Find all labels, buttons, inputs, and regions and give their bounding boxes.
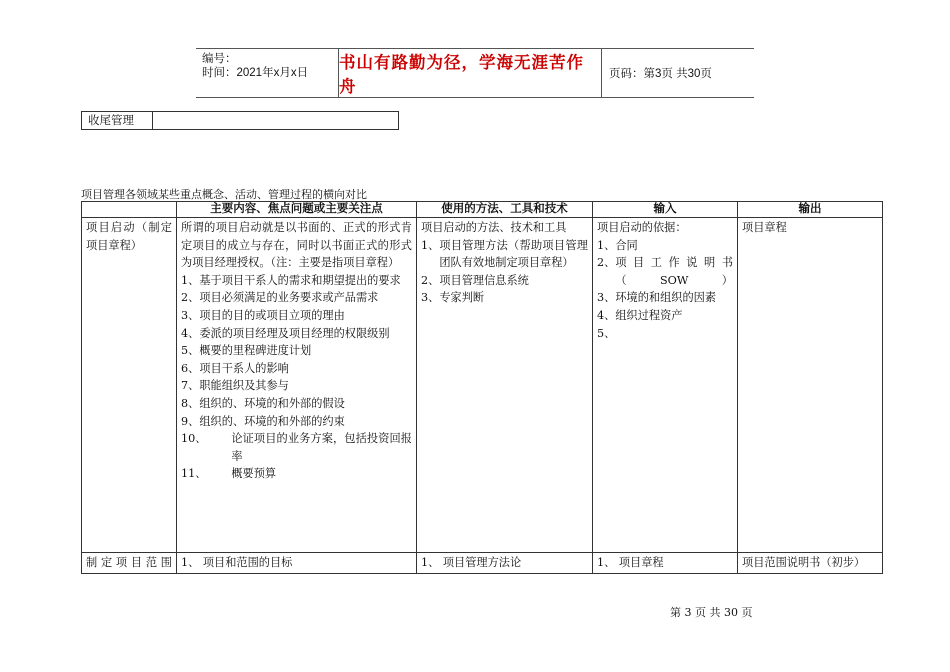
list-item: 10、 论证项目的业务方案，包括投资回报率 — [181, 432, 412, 463]
list-item: 1、 项目管理方法（帮助项目管理团队有效地制定项目章程） — [421, 238, 588, 270]
closing-management-row — [81, 111, 399, 130]
document-time-label: 时间：2021年x月x日 — [202, 67, 309, 79]
list-item: 2、 项目必须满足的业务要求或产品需求 — [181, 291, 379, 305]
closing-management-label: 收尾管理 — [82, 112, 153, 129]
document-number-label: 编号： — [202, 53, 237, 65]
list-item: 4、 委派的项目经理及项目经理的权限级别 — [181, 326, 390, 340]
list-item: 1、 基于项目干系人的需求和期望提出的要求 — [181, 273, 401, 287]
process-cell: 制定项目范围 — [82, 553, 177, 574]
comparison-table — [81, 201, 883, 574]
content-intro: 所谓的项目启动就是以书面的、正式的形式肯定项目的成立与存在，同时以书面正式的形式为项目经理授权。（注：主要是指项目章程） — [181, 221, 412, 270]
header-cell-outputs: 输出 — [738, 202, 883, 218]
methods-intro: 项目启动的方法、技术和工具 — [421, 221, 567, 234]
inputs-cell: 1、 项目章程 — [593, 553, 738, 574]
list-item: 4、 组织过程资产 — [597, 308, 683, 322]
list-item: 2、 项目工作说明书（SOW） — [597, 256, 733, 287]
list-item: 3、 项目的目的或项目立项的理由 — [181, 308, 345, 322]
table-caption: 项目管理各领域某些重点概念、活动、管理过程的横向对比 — [81, 188, 367, 201]
table-row — [82, 553, 883, 574]
header-cell-inputs: 输入 — [593, 202, 738, 218]
list-item: 5、 概要的里程碑进度计划 — [181, 344, 312, 358]
list-item: 7、 职能组织及其参与 — [181, 379, 289, 393]
header-slogan: 书山有路勤为径，学海无涯苦作舟 — [339, 49, 602, 97]
list-item: 2、 项目管理信息系统 — [421, 273, 529, 287]
list-item: 5、 — [597, 326, 616, 340]
header-cell-content: 主要内容、焦点问题或主要关注点 — [177, 202, 417, 218]
list-item: 1、 合同 — [597, 238, 638, 252]
header-meta — [196, 49, 339, 97]
header-page-number: 页码：第3页 共30页 — [609, 68, 712, 80]
content-cell: 1、 项目和范围的目标 — [177, 553, 417, 574]
output-cell: 项目章程 — [738, 218, 883, 553]
page-footer: 第 3 页 共 30 页 — [670, 606, 753, 619]
content-cell — [177, 218, 417, 553]
list-item: 3、 环境的和组织的因素 — [597, 291, 717, 305]
table-header-row — [82, 202, 883, 218]
inputs-cell — [593, 218, 738, 553]
output-cell: 项目范围说明书（初步） — [738, 553, 883, 574]
methods-cell — [417, 218, 593, 553]
inputs-intro: 项目启动的依据： — [597, 221, 687, 234]
header-cell-methods: 使用的方法、工具和技术 — [417, 202, 593, 218]
table-row — [82, 218, 883, 553]
list-item: 6、 项目干系人的影响 — [181, 361, 289, 375]
process-cell: 项目启动（制定项目章程） — [82, 218, 177, 553]
list-item: 9、 组织的、环境的和外部的约束 — [181, 414, 345, 428]
list-item: 11、 概要预算 — [181, 467, 277, 481]
list-item: 8、 组织的、环境的和外部的假设 — [181, 396, 345, 410]
header-cell-process — [82, 202, 177, 218]
methods-cell: 1、 项目管理方法论 — [417, 553, 593, 574]
list-item: 3、 专家判断 — [421, 291, 485, 305]
page-header — [196, 48, 754, 98]
